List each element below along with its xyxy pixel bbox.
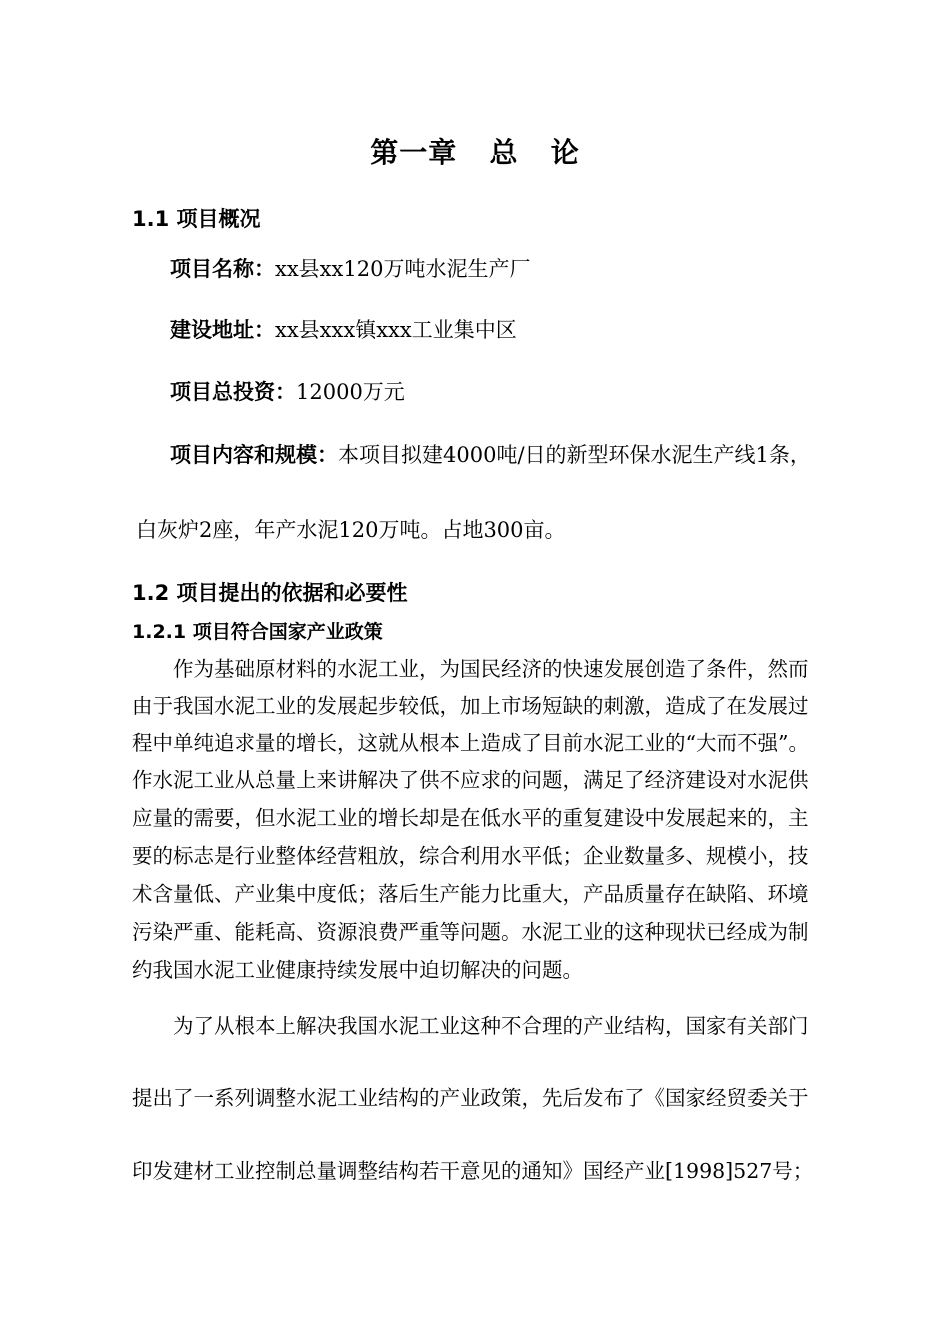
project-name-label: 项目名称： — [170, 257, 275, 281]
paragraph-line: 约我国水泥工业健康持续发展中迫切解决的问题。 — [132, 958, 583, 982]
project-name-row — [170, 255, 530, 283]
paragraph-line: 由于我国水泥工业的发展起步较低，加上市场短缺的刺激，造成了在发展过 — [132, 694, 809, 718]
paragraph-line: 提出了一系列调整水泥工业结构的产业政策，先后发布了《国家经贸委关于 — [132, 1086, 809, 1110]
section-heading-1-1: 1.1 项目概况 — [132, 207, 261, 231]
paragraph-line: 应量的需要，但水泥工业的增长却是在低水平的重复建设中发展起来的，主 — [132, 806, 809, 830]
paragraph-line: 作水泥工业从总量上来讲解决了供不应求的问题，满足了经济建设对水泥供 — [132, 768, 809, 792]
paragraph-line: 作为基础原材料的水泥工业，为国民经济的快速发展创造了条件，然而 — [132, 657, 809, 681]
scope-value-line2: 白灰炉2座，年产水泥120万吨。占地300亩。 — [136, 518, 566, 542]
paragraph-line: 印发建材工业控制总量调整结构若干意见的通知》国经产业[1998]527号； — [132, 1159, 814, 1183]
investment-value: 12000万元 — [296, 380, 405, 404]
paragraph-line: 术含量低、产业集中度低；落后生产能力比重大，产品质量存在缺陷、环境 — [132, 882, 809, 906]
location-label: 建设地址： — [170, 318, 275, 342]
scope-value-line1: 本项目拟建4000吨/日的新型环保水泥生产线1条， — [338, 443, 811, 467]
location-row — [170, 316, 517, 344]
paragraph-line: 程中单纯追求量的增长，这就从根本上造成了目前水泥工业的“大而不强”。 — [132, 731, 809, 755]
paragraph-line: 为了从根本上解决我国水泥工业这种不合理的产业结构，国家有关部门 — [132, 1014, 809, 1038]
paragraph-line: 污染严重、能耗高、资源浪费严重等问题。水泥工业的这种现状已经成为制 — [132, 920, 809, 944]
section-heading-1-2: 1.2 项目提出的依据和必要性 — [132, 581, 408, 605]
subsection-heading-1-2-1: 1.2.1 项目符合国家产业政策 — [132, 621, 383, 643]
project-name-value: xx县xx120万吨水泥生产厂 — [275, 257, 531, 281]
chapter-title: 第一章 总 论 — [370, 136, 580, 169]
location-value: xx县xxx镇xxx工业集中区 — [275, 318, 517, 342]
investment-row — [170, 378, 405, 406]
investment-label: 项目总投资： — [170, 380, 296, 404]
scope-row — [170, 441, 811, 469]
scope-label: 项目内容和规模： — [170, 443, 338, 467]
paragraph-line: 要的标志是行业整体经营粗放，综合利用水平低；企业数量多、规模小，技 — [132, 844, 809, 868]
